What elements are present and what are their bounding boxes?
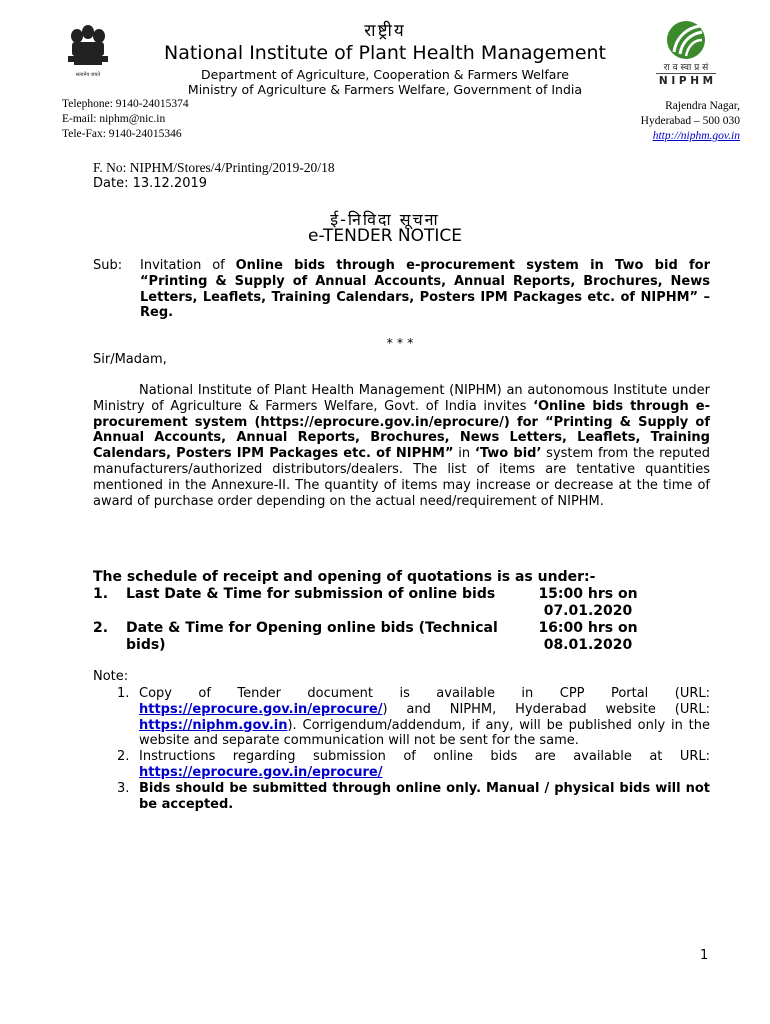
telefax: Tele-Fax: 9140-24015346 <box>62 128 182 140</box>
eprocure-link[interactable]: https://eprocure.gov.in/eprocure/ <box>139 764 383 780</box>
salutation: Sir/Madam, <box>93 352 167 367</box>
notice-date: Date: 13.12.2019 <box>93 176 208 191</box>
contact-details <box>62 97 189 142</box>
schedule-title: The schedule of receipt and opening of quotations is as under:- <box>93 569 596 585</box>
svg-text:रा व स्वा प्र सं: रा व स्वा प्र सं <box>663 63 709 73</box>
page-number: 1 <box>700 948 709 963</box>
separator-stars: * * * <box>386 335 414 350</box>
schedule-row-description: Date & Time for Opening online bids (Technical bids) <box>126 620 498 653</box>
note-item: 2. Instructions regarding submission of online bids are available at URL: https://eprocure.gov.in/eprocure/ <box>117 749 710 780</box>
address-line-2: Hyderabad – 500 030 <box>640 115 740 127</box>
hindi-title: ई-निविदा सूचना <box>330 210 440 229</box>
svg-text:सत्यमेव जयते: सत्यमेव जयते <box>75 72 101 78</box>
file-number: F. No: NIPHM/Stores/4/Printing/2019-20/18 <box>93 160 335 175</box>
note-item: 1. Copy of Tender document is available in CPP Portal (URL: https://eprocure.gov.in/eprocure/) and NIPHM, Hyderabad website (URL: https://niphm.gov.in). Corrigendum/addendum, if any, will be published only in the website and separate communication will not be sent for the same. <box>117 686 710 749</box>
notice-title: e-TENDER NOTICE <box>307 226 463 246</box>
schedule-row-number: 2. <box>93 620 109 636</box>
subject-label: Sub: <box>93 258 123 273</box>
schedule-row-number: 1. <box>93 586 109 602</box>
schedule-row-description: Last Date & Time for submission of online bids <box>126 586 496 602</box>
address-block <box>641 99 740 144</box>
telephone: Telephone: 9140-24015374 <box>62 98 189 110</box>
note-item: 3. Bids should be submitted through online only. Manual / physical bids will not be accepted. <box>117 780 710 812</box>
schedule-row <box>93 620 713 654</box>
niphm-logo-icon <box>644 18 728 88</box>
notes-list <box>93 686 710 812</box>
schedule-row-value: 15:00 hrs on 07.01.2020 <box>538 586 638 619</box>
cpp-portal-link[interactable]: https://eprocure.gov.in/eprocure/ <box>139 701 383 717</box>
subject-text: Invitation of Online bids through e-procurement system in Two bid for “Printing & Supply of Annual Accounts, Annual Reports, Brochures, News Letters, Leaflets, Training Calendars, Posters IPM Packages etc. of NIPHM” – Reg. <box>140 258 711 321</box>
website-link[interactable]: http://niphm.gov.in <box>652 130 740 142</box>
ministry-line: Ministry of Agriculture & Farmers Welfare, Government of India <box>187 82 583 97</box>
note-label: Note: <box>93 669 129 684</box>
body-paragraph: National Institute of Plant Health Management (NIPHM) an autonomous Institute under Ministry of Agriculture & Farmers Welfare, Govt. of India invites ‘Online bids through e-procurement system (https://eprocure.gov.in/eprocure/) for “Printing & Supply of Annual Accounts, Annual Reports, Brochures, News Letters, Leaflets, Training Calendars, Posters IPM Packages etc. of NIPHM” in ‘Two bid’ system from the reputed manufacturers/authorized distributors/dealers. The list of items are tentative quantities mentioned in the Annexure-II. The quantity of items may increase or decrease at the time of award of purchase order depending on the actual need/requirement of NIPHM. <box>93 383 711 509</box>
header-hindi-name: राष्ट्रीय <box>364 21 406 41</box>
department-line: Department of Agriculture, Cooperation & Farmers Welfare <box>201 67 569 82</box>
institute-name: National Institute of Plant Health Management <box>163 42 606 64</box>
niphm-website-link[interactable]: https://niphm.gov.in <box>139 717 288 733</box>
svg-text:N I P H M: N I P H M <box>658 75 714 87</box>
email: E-mail: niphm@nic.in <box>62 113 166 125</box>
schedule-row <box>93 586 713 620</box>
address-line-1: Rajendra Nagar, <box>665 100 740 112</box>
schedule-row-value: 16:00 hrs on 08.01.2020 <box>538 620 638 653</box>
